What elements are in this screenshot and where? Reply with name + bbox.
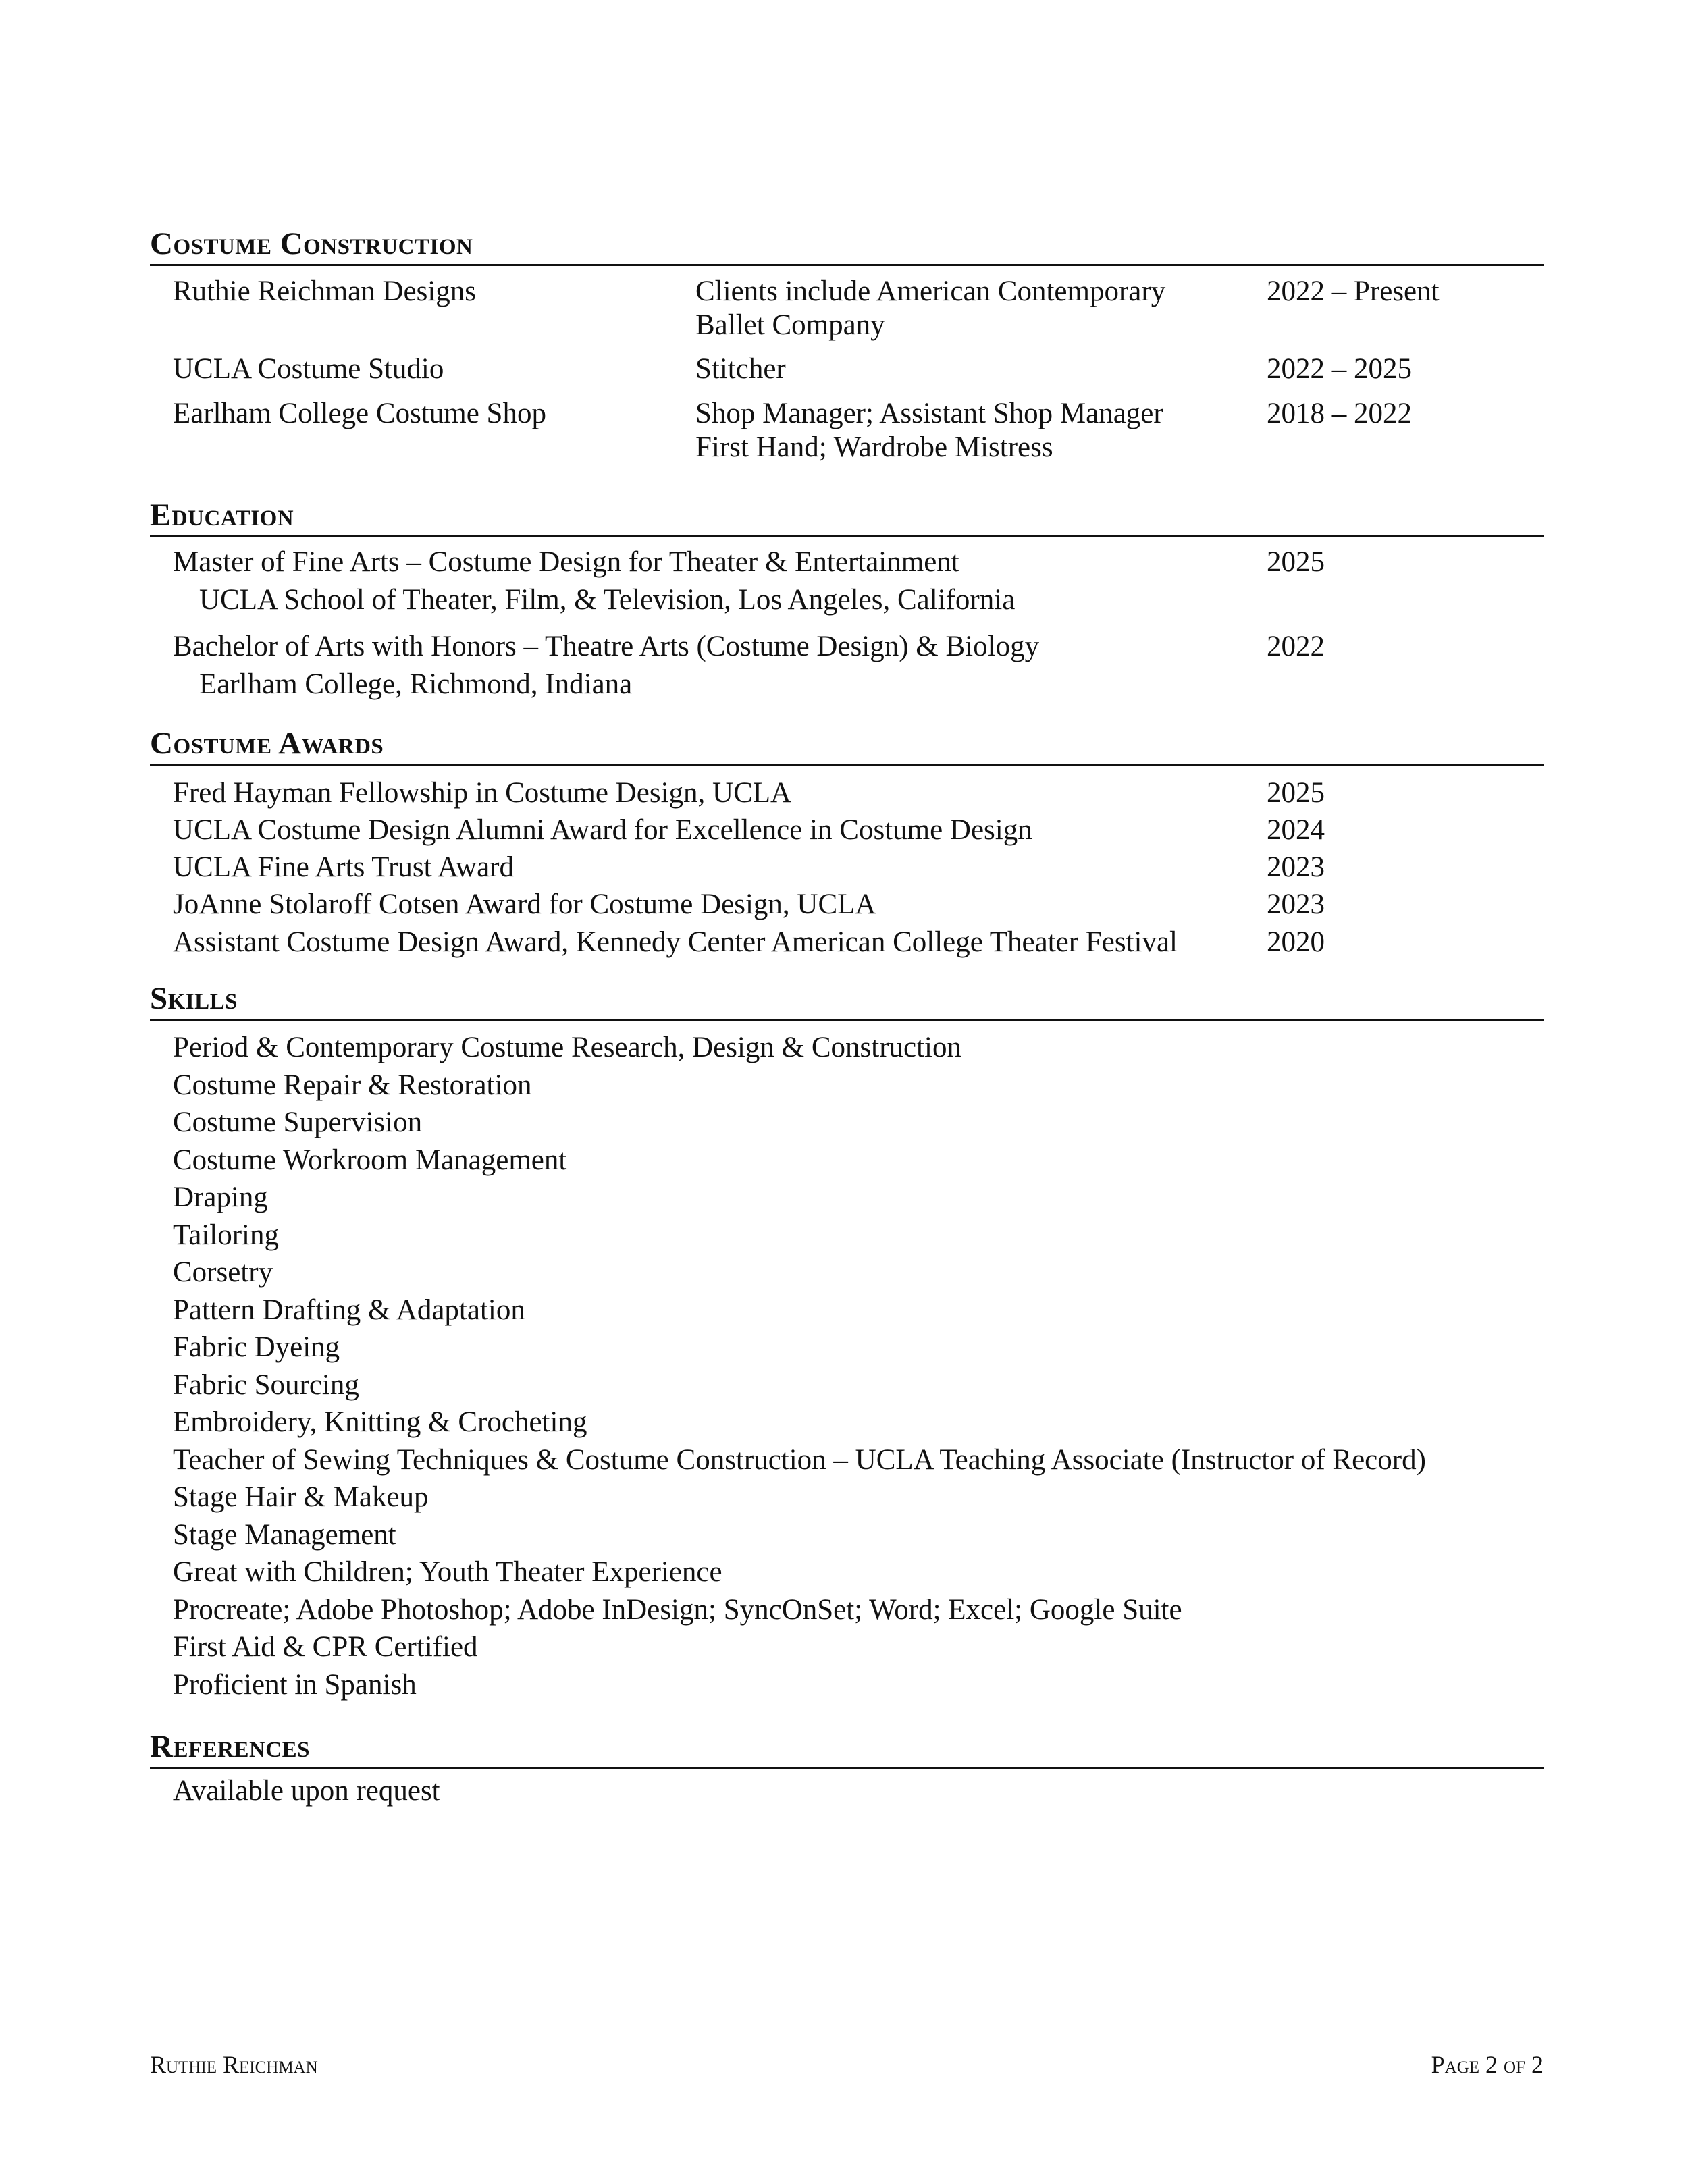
construction-role-cont: First Hand; Wardrobe Mistress <box>695 431 1053 463</box>
award-name: Fred Hayman Fellowship in Costume Design, UCLA <box>173 777 792 809</box>
skill-item: Pattern Drafting & Adaptation <box>173 1294 525 1326</box>
skill-item: Costume Workroom Management <box>173 1144 567 1176</box>
references-text: Available upon request <box>173 1775 440 1807</box>
award-name: JoAnne Stolaroff Cotsen Award for Costume Design, UCLA <box>173 888 876 920</box>
education-year: 2025 <box>1267 546 1325 578</box>
section-heading-skills <box>150 983 1544 1021</box>
award-year: 2023 <box>1267 888 1325 920</box>
skill-item: Great with Children; Youth Theater Experience <box>173 1556 722 1588</box>
award-name: UCLA Fine Arts Trust Award <box>173 851 514 883</box>
section-heading-costume-construction <box>150 228 1544 266</box>
footer-name: Ruthie Reichman <box>150 2051 318 2078</box>
award-year: 2024 <box>1267 814 1325 846</box>
section-heading-costume-awards <box>150 728 1544 766</box>
award-year: 2025 <box>1267 777 1325 809</box>
heading-costume-awards: Costume Awards <box>150 728 1544 766</box>
skill-item: Tailoring <box>173 1219 280 1251</box>
construction-role: Stitcher <box>695 353 786 385</box>
heading-education: Education <box>150 500 1544 537</box>
skill-item: Fabric Sourcing <box>173 1369 359 1401</box>
section-heading-education <box>150 500 1544 537</box>
heading-references: References <box>150 1731 1544 1769</box>
skill-item: Teacher of Sewing Techniques & Costume Construction – UCLA Teaching Associate (Instructor of Record) <box>173 1444 1426 1476</box>
construction-org: Earlham College Costume Shop <box>173 398 546 429</box>
heading-costume-construction: Costume Construction <box>150 228 1544 266</box>
skill-item: Proficient in Spanish <box>173 1669 417 1701</box>
skill-item: Draping <box>173 1181 268 1213</box>
education-year: 2022 <box>1267 631 1325 662</box>
heading-skills: Skills <box>150 983 1544 1021</box>
construction-role-cont: Ballet Company <box>695 309 885 341</box>
education-school: UCLA School of Theater, Film, & Television, Los Angeles, California <box>199 584 1016 616</box>
award-name: Assistant Costume Design Award, Kennedy Center American College Theater Festival <box>173 926 1178 958</box>
construction-org: Ruthie Reichman Designs <box>173 275 477 307</box>
construction-role: Clients include American Contemporary <box>695 275 1166 307</box>
skill-item: Corsetry <box>173 1256 273 1288</box>
award-year: 2020 <box>1267 926 1325 958</box>
education-school: Earlham College, Richmond, Indiana <box>199 668 633 700</box>
construction-dates: 2022 – 2025 <box>1267 353 1412 385</box>
skill-item: Costume Supervision <box>173 1107 423 1138</box>
education-degree: Bachelor of Arts with Honors – Theatre Arts (Costume Design) & Biology <box>173 631 1040 662</box>
skill-item: Stage Management <box>173 1519 396 1551</box>
skill-item: Procreate; Adobe Photoshop; Adobe InDesign; SyncOnSet; Word; Excel; Google Suite <box>173 1594 1182 1626</box>
award-name: UCLA Costume Design Alumni Award for Excellence in Costume Design <box>173 814 1032 846</box>
skill-item: Period & Contemporary Costume Research, Design & Construction <box>173 1032 961 1063</box>
construction-org: UCLA Costume Studio <box>173 353 444 385</box>
award-year: 2023 <box>1267 851 1325 883</box>
footer-page-number: Page 2 of 2 <box>1431 2051 1544 2078</box>
skill-item: First Aid & CPR Certified <box>173 1631 478 1663</box>
skill-item: Costume Repair & Restoration <box>173 1069 532 1101</box>
skill-item: Fabric Dyeing <box>173 1331 340 1363</box>
education-degree: Master of Fine Arts – Costume Design for Theater & Entertainment <box>173 546 959 578</box>
section-heading-references <box>150 1731 1544 1769</box>
construction-role: Shop Manager; Assistant Shop Manager <box>695 398 1163 429</box>
construction-dates: 2022 – Present <box>1267 275 1440 307</box>
construction-dates: 2018 – 2022 <box>1267 398 1412 429</box>
skill-item: Stage Hair & Makeup <box>173 1481 429 1513</box>
skill-item: Embroidery, Knitting & Crocheting <box>173 1406 587 1438</box>
